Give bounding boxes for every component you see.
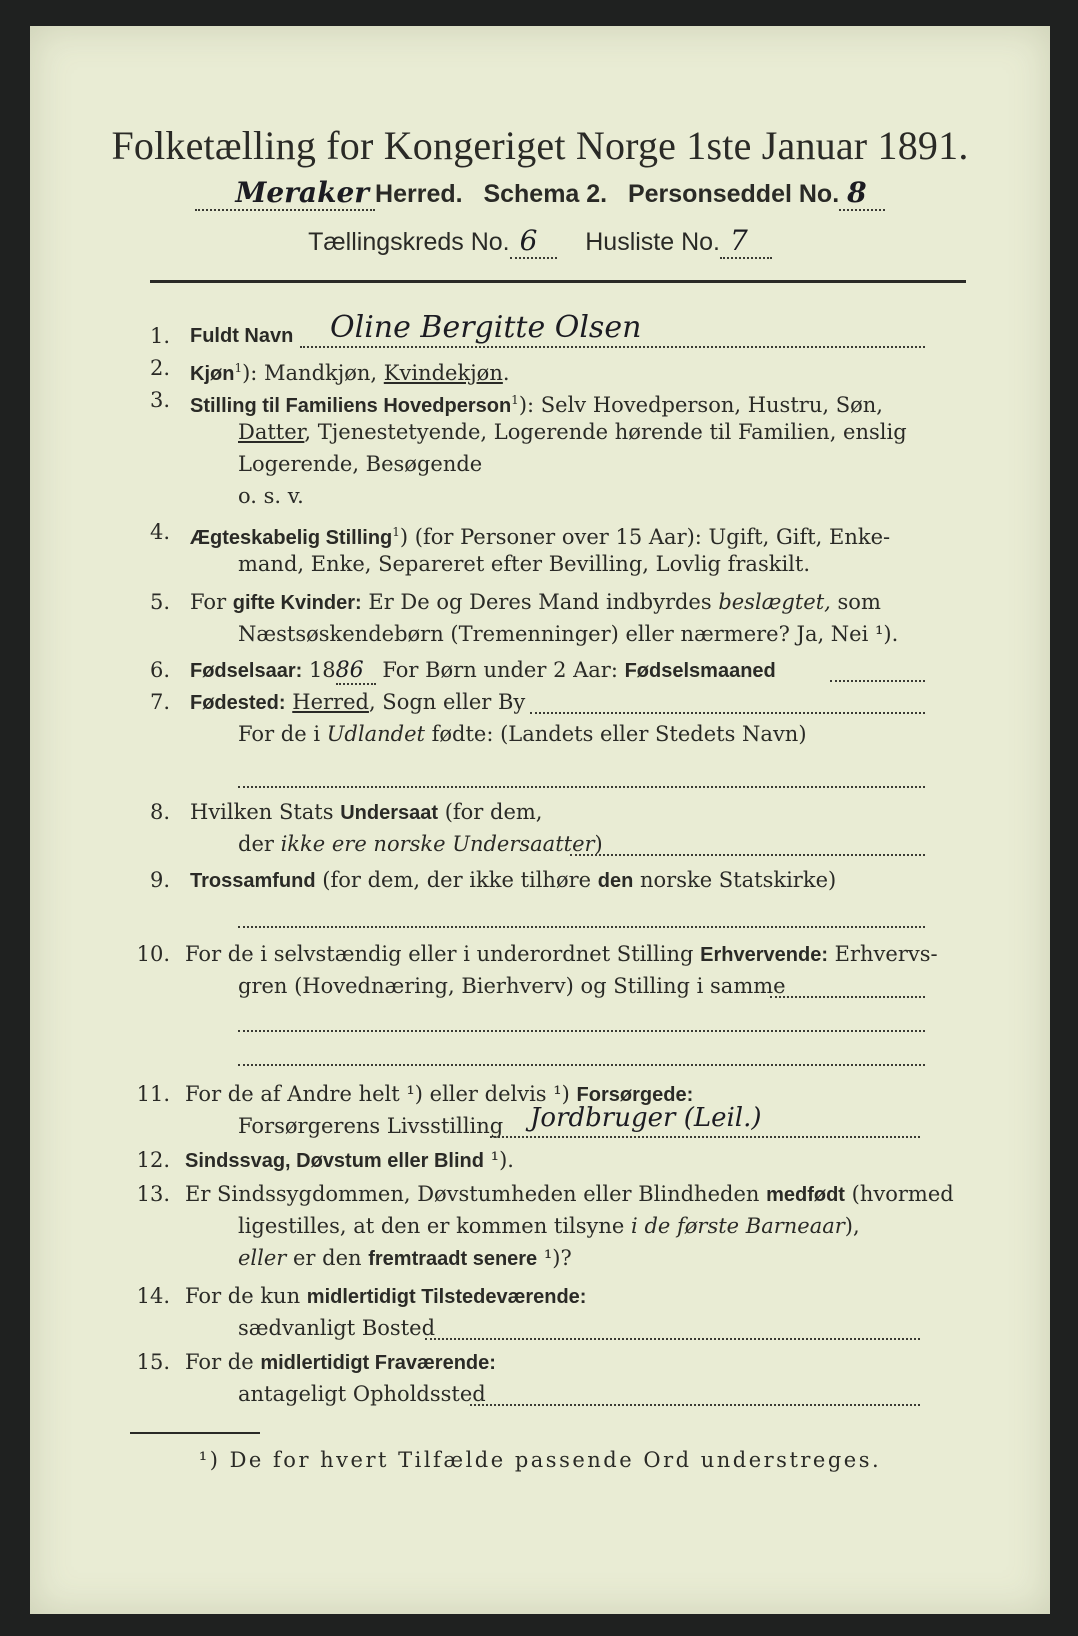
field-label: Fuldt Navn xyxy=(190,325,294,347)
schema-label: Schema 2. xyxy=(483,180,608,208)
husliste-label: Husliste No. xyxy=(585,228,720,256)
footnote-divider xyxy=(130,1432,260,1434)
fill-line xyxy=(238,786,925,788)
husliste-value: 7 xyxy=(720,224,772,259)
selected-option: Herred xyxy=(292,690,369,714)
census-form-sheet: Folketælling for Kongeriget Norge 1ste Januar 1891. Meraker Herred. Schema 2. Personseddel No. 8 Tællingskreds No. 6 Husliste No. 7 1. Fuldt Navn Oline Bergitte Olsen 2. Kjøn$^1$): Mandkjøn, Kvindekjøn. 3. Stilling til Familiens Hovedperson$^1$): Selv Hovedperson, Hustru, Søn, Datter, Tjenestetyende, Logerende hørende til Familien, enslig Logerende, Besøgende o. s. v. 4. Ægteskabelig Stilling$^1$) (for Personer over 15 Aar): Ugift, Gift, Enke- mand, Enke, Separeret efter Bevilling, Lovlig fraskilt. 5. For gifte Kvinder: Er De og Deres Mand indbyrdes beslægtet, som Næstsøskendebørn (Tremenninger) eller nærmere? Ja, Nei ¹). 6. Fødselsaar: 1886 For Børn under 2 Aar: Fødselsmaaned 7. Fødested: Herred, Sogn eller By For de i Udlandet fødte: (Landets eller Stedets Navn) 8. Hvilken Stats Undersaat (for dem, der ikke ere norske Undersaatter) 9. Trossamfund (for dem, der ikke tilhøre den norske Statskirke) 10. For de i selvstændig eller i underordnet Stilling Erhvervende: Erhvervs- gren (Hovednæring, Bierhverv) og Stilling i samme 11. For de af Andre helt ¹) eller delvis ¹) Forsørgede: Forsørgerens Livsstilling Jordbruger (Leil.) 12. Sindssvag, Døvstum eller Blind ¹). 13. Er Sindssygdommen, Døvstumheden eller Blindheden medfødt (hvormed ligestilles, at den er kommen tilsyne i de første Barneaar), eller er den fremtraadt senere ¹)? 14. For de kun midlertidigt Tilstedeværende: sædvanligt Bosted 15. For de midlertidigt Fraværende: antageligt Opholdssted ¹) De for hvert Tilfælde passende Ord understreges. xyxy=(30,26,1050,1614)
fill-line xyxy=(530,712,925,714)
herred-line xyxy=(30,176,1050,209)
fill-line xyxy=(238,1064,925,1066)
fill-line xyxy=(300,346,925,348)
kreds-label: Tællingskreds No. xyxy=(308,228,510,256)
fill-line xyxy=(470,1404,920,1406)
fill-line xyxy=(490,1136,920,1138)
personseddel-label: Personseddel No. xyxy=(627,180,840,208)
selected-option: Kvindekjøn xyxy=(383,361,503,385)
fill-line xyxy=(238,926,925,928)
kreds-value: 6 xyxy=(510,224,558,259)
fill-line xyxy=(425,1338,920,1340)
fill-line xyxy=(830,680,925,682)
selected-option: Datter xyxy=(238,420,305,444)
kreds-line xyxy=(30,224,1050,257)
herred-value: Meraker xyxy=(195,176,375,211)
personseddel-value: 8 xyxy=(839,176,884,211)
form-title: Folketælling for Kongeriget Norge 1ste Januar 1891. xyxy=(111,123,969,168)
name-value: Oline Bergitte Olsen xyxy=(330,310,642,345)
birth-year-value: 86 xyxy=(336,658,376,685)
fill-line xyxy=(238,1030,925,1032)
fill-line xyxy=(770,996,925,998)
footnote: ¹) De for hvert Tilfælde passende Ord understreges. xyxy=(198,1448,882,1472)
herred-label: Herred. xyxy=(375,180,463,208)
fill-line xyxy=(570,854,925,856)
supporter-occupation-value: Jordbruger (Leil.) xyxy=(530,1103,762,1133)
header-divider xyxy=(150,280,966,283)
